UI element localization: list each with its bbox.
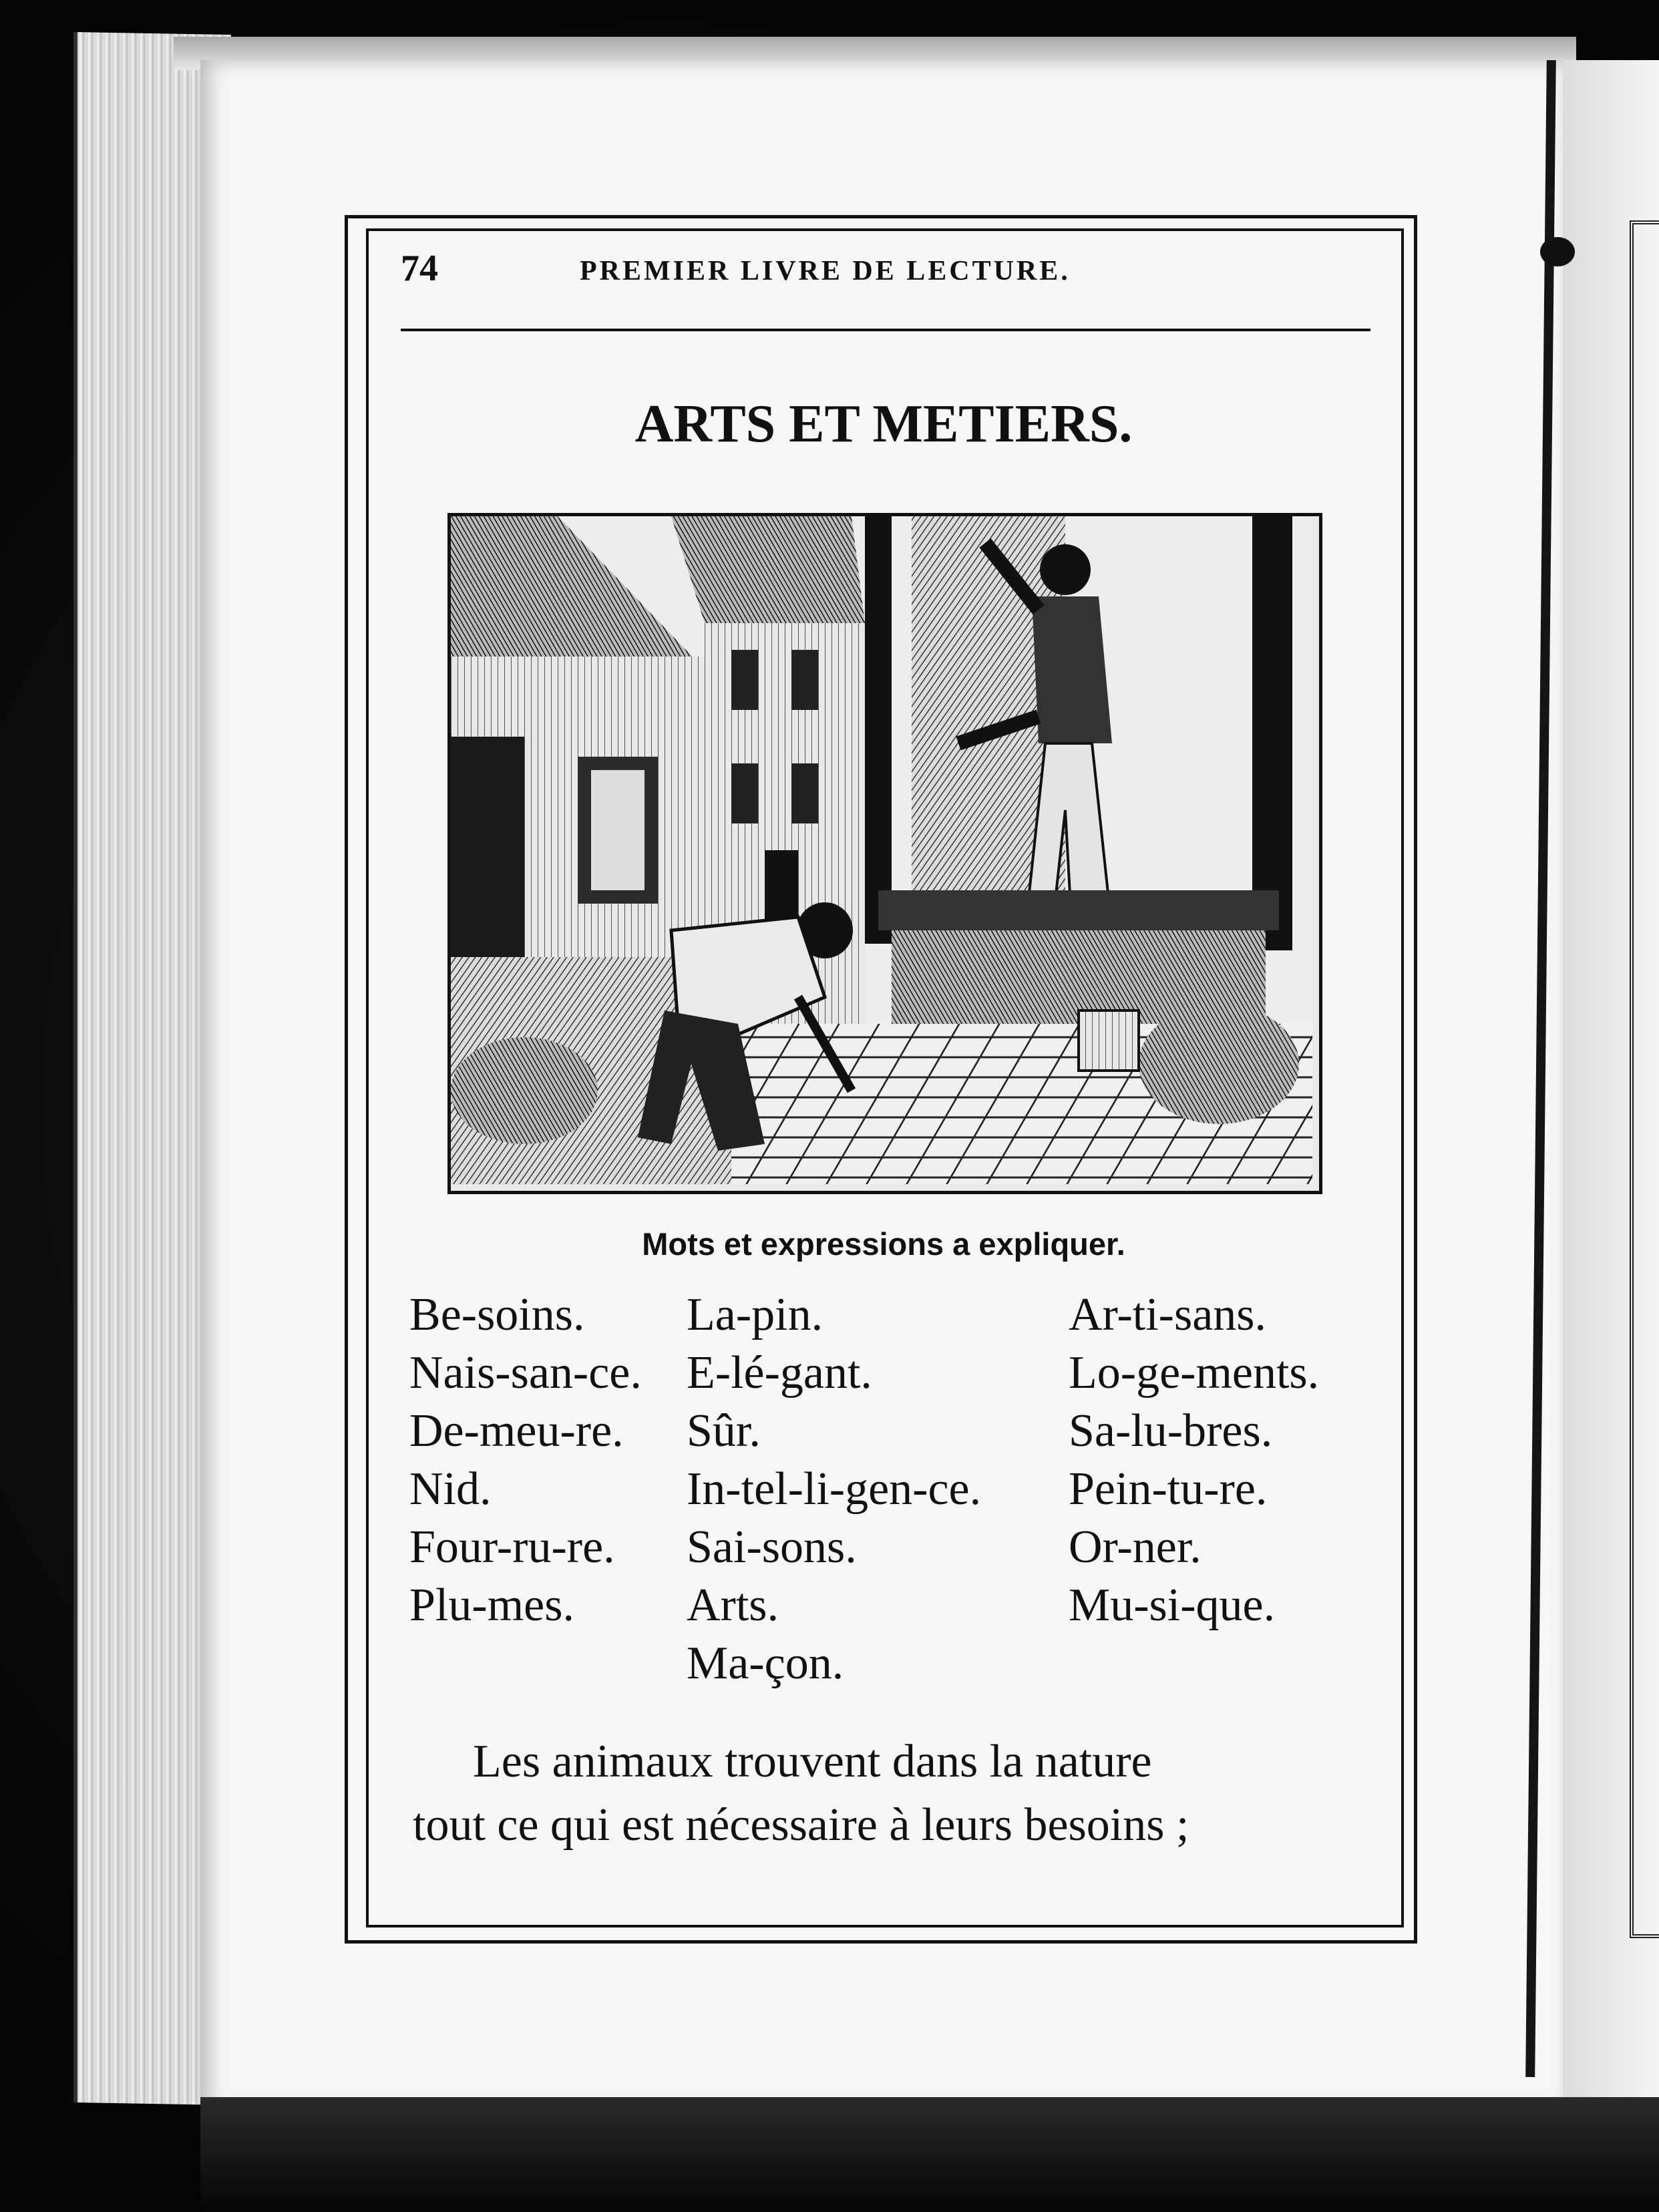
paragraph-line-2: tout ce qui est nécessaire à leurs besoins ; [413,1799,1189,1851]
vocab-word: Nid. [409,1463,492,1515]
vocab-word: Four-ru-re. [409,1521,615,1573]
vocab-word: In-tel-li-gen-ce. [687,1463,982,1515]
page-number: 74 [401,248,438,289]
vocab-word: Mu-si-que. [1069,1580,1276,1631]
vocab-word: Ar-ti-sans. [1069,1289,1267,1340]
paragraph-line-1: Les animaux trouvent dans la nature [473,1736,1152,1787]
facing-page-frame [1630,220,1659,1938]
vocab-word: Or-ner. [1069,1521,1202,1573]
vocab-word: La-pin. [687,1289,823,1340]
vocab-word: Nais-san-ce. [409,1347,642,1399]
vocab-word: Plu-mes. [409,1580,574,1631]
masons-engraving-icon [451,516,1312,1184]
header-rule [401,329,1370,331]
vocabulary-column-3 [1069,1286,1319,1634]
binding-clip [1540,237,1575,266]
vocab-word: Arts. [687,1580,779,1631]
vocab-word: Sa-lu-bres. [1069,1405,1273,1457]
vocab-word: Ma-çon. [687,1638,844,1689]
vocabulary-heading: Mots et expressions a expliquer. [642,1226,1125,1262]
vocab-word: De-meu-re. [409,1405,624,1457]
illustration-engraving [447,513,1322,1194]
vocab-word: Pein-tu-re. [1069,1463,1268,1515]
page-header [401,247,1369,301]
bottom-shadow [200,2097,1659,2212]
running-head: PREMIER LIVRE DE LECTURE. [580,256,1071,287]
vocab-word: E-lé-gant. [687,1347,872,1399]
facing-page [1549,60,1659,2110]
vocabulary-column-1 [409,1286,642,1634]
vocab-word: Sûr. [687,1405,761,1457]
vocab-word: Sai-sons. [687,1521,857,1573]
vocab-word: Lo-ge-ments. [1069,1347,1320,1399]
chapter-title: ARTS ET METIERS. [634,395,1133,453]
vocabulary-column-2 [687,1286,981,1692]
vocab-word: Be-soins. [409,1289,585,1340]
body-paragraph [413,1730,1388,1857]
